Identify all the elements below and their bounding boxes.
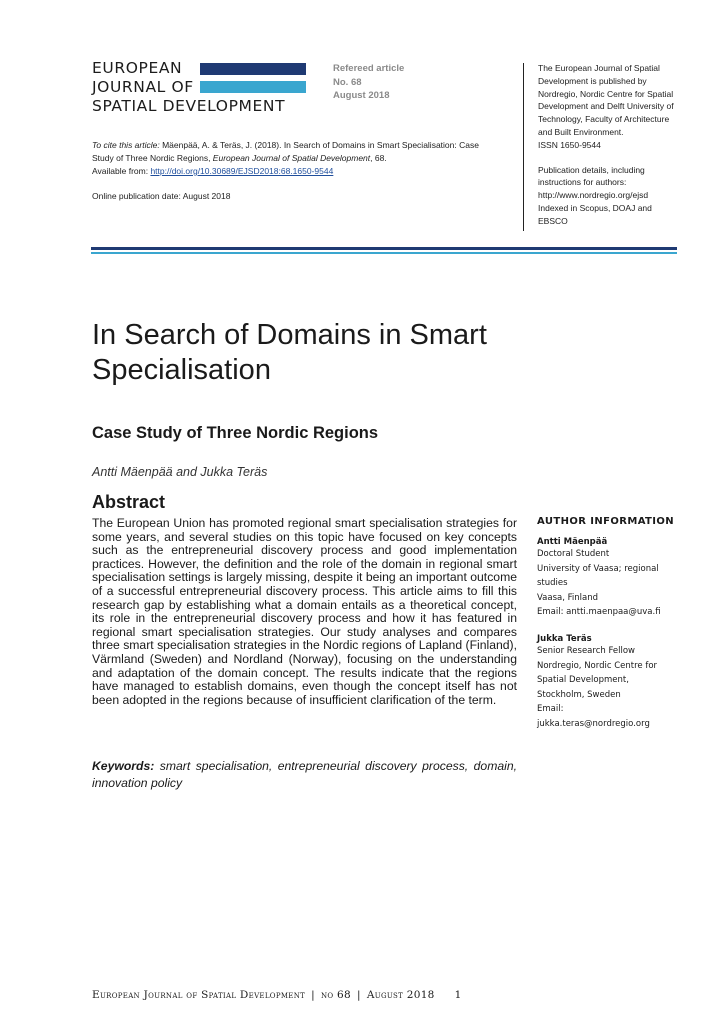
doi-link[interactable]: http://doi.org/10.30689/EJSD2018:68.1650-9544 bbox=[150, 166, 334, 176]
publisher-line: and Built Environment. bbox=[538, 126, 624, 137]
author-email[interactable]: Email: antti.maenpaa@uva.fi bbox=[537, 607, 661, 618]
author-detail: Stockholm, Sweden bbox=[537, 689, 621, 700]
article-authors: Antti Mäenpää and Jukka Teräs bbox=[92, 465, 268, 479]
logo-bar-light bbox=[200, 81, 306, 93]
publisher-line: Nordregio, Nordic Centre for Spatial bbox=[538, 88, 674, 99]
author-detail: University of Vaasa; regional bbox=[537, 563, 659, 574]
author-email[interactable]: jukka.teras@nordregio.org bbox=[537, 718, 650, 729]
cite-available-label: Available from: bbox=[92, 166, 151, 176]
footer-issue: no 68 bbox=[320, 989, 352, 1001]
cite-text: Mäenpää, A. & Teräs, J. (2018). In Search of Domains in Smart Specialisation: Case Study of Three Nordic Regions, bbox=[92, 140, 479, 163]
logo-line-2: JOURNAL OF bbox=[92, 78, 194, 96]
author-detail: Nordregio, Nordic Centre for bbox=[537, 660, 658, 671]
publication-details-line: EBSCO bbox=[538, 215, 568, 226]
author-detail: Doctoral Student bbox=[537, 549, 610, 559]
publisher-line: Technology, Faculty of Architecture bbox=[538, 114, 670, 125]
author-detail: Senior Research Fellow bbox=[537, 645, 635, 656]
refereed-label: Refereed article bbox=[333, 63, 405, 74]
issue-date: August 2018 bbox=[333, 90, 390, 101]
logo-bar-dark bbox=[200, 63, 306, 75]
logo-line-3: SPATIAL DEVELOPMENT bbox=[92, 97, 286, 115]
author-detail: studies bbox=[537, 578, 568, 589]
abstract-heading: Abstract bbox=[92, 492, 166, 512]
keywords-text: smart specialisation, entrepreneurial discovery process, domain, innovation policy bbox=[92, 759, 517, 790]
online-publication-date: Online publication date: August 2018 bbox=[92, 191, 231, 201]
page-footer: European Journal of Spatial Development | no 68 | August 2018 1 bbox=[92, 989, 462, 1001]
publisher-line: The European Journal of Spatial bbox=[538, 63, 660, 73]
publication-details-line: Indexed in Scopus, DOAJ and bbox=[538, 202, 652, 213]
author-name: Jukka Teräs bbox=[537, 633, 592, 644]
author-information bbox=[537, 516, 687, 732]
keywords bbox=[92, 758, 517, 792]
author-name: Antti Mäenpää bbox=[537, 537, 608, 547]
cite-prefix: To cite this article: bbox=[92, 140, 163, 150]
header-rule-light bbox=[91, 252, 677, 254]
citation-block bbox=[92, 139, 502, 178]
author-information-heading: AUTHOR INFORMATION bbox=[537, 516, 675, 527]
logo-line-1: EUROPEAN bbox=[92, 59, 183, 77]
page-number: 1 bbox=[454, 989, 462, 1001]
cite-journal: European Journal of Spatial Development bbox=[212, 153, 371, 163]
publisher-line: Development and Delft University of bbox=[538, 101, 674, 112]
author-detail: Vaasa, Finland bbox=[537, 592, 598, 603]
author-detail: Email: bbox=[537, 704, 564, 715]
publication-details-line: instructions for authors: bbox=[538, 177, 627, 188]
cite-suffix: , 68. bbox=[370, 153, 387, 163]
refereed-block bbox=[333, 62, 404, 103]
publication-details-line: Publication details, including bbox=[538, 164, 645, 175]
publisher-info bbox=[538, 62, 688, 228]
info-divider bbox=[523, 63, 524, 231]
article-title: In Search of Domains in Smart Specialisation bbox=[92, 319, 487, 386]
publisher-line: Development is published by bbox=[538, 75, 647, 86]
journal-url[interactable]: http://www.nordregio.org/ejsd bbox=[538, 190, 649, 201]
author-detail: Spatial Development, bbox=[537, 675, 629, 686]
abstract-text: The European Union has promoted regional smart specialisation strategies for some years, and several studies on this topic have focused on key concepts such as the entrepreneurial discovery process and good implementation practices. However, the definition and the role of the domain in regional smart specialisation settings is largely missing, despite it being an important outcome of a successful entrepreneurial discovery process. This article aims to fill this research gap by establishing what a domain entails as a theoretical concept, its role in the entrepreneurial discovery process and how it has featured in regional smart specialisation strategies. Our study analyses and compares three smart specialisation strategies in the Nordic regions of Lapland (Finland), Värmland (Sweden) and Nordland (Norway), focusing on the understanding and adaptation of the domain concept. The results indicate that the regions have managed to establish domains, even though the concept itself has not been adopted in the regions because of insufficient clarification of the term. bbox=[92, 516, 517, 707]
footer-date: August 2018 bbox=[366, 989, 435, 1001]
header-rule-dark bbox=[91, 247, 677, 250]
issue-number: No. 68 bbox=[333, 76, 362, 88]
article-subtitle: Case Study of Three Nordic Regions bbox=[92, 424, 379, 442]
footer-journal: European Journal of Spatial Development bbox=[92, 989, 306, 1001]
issn: ISSN 1650-9544 bbox=[538, 139, 601, 150]
keywords-label: Keywords: bbox=[92, 759, 155, 773]
